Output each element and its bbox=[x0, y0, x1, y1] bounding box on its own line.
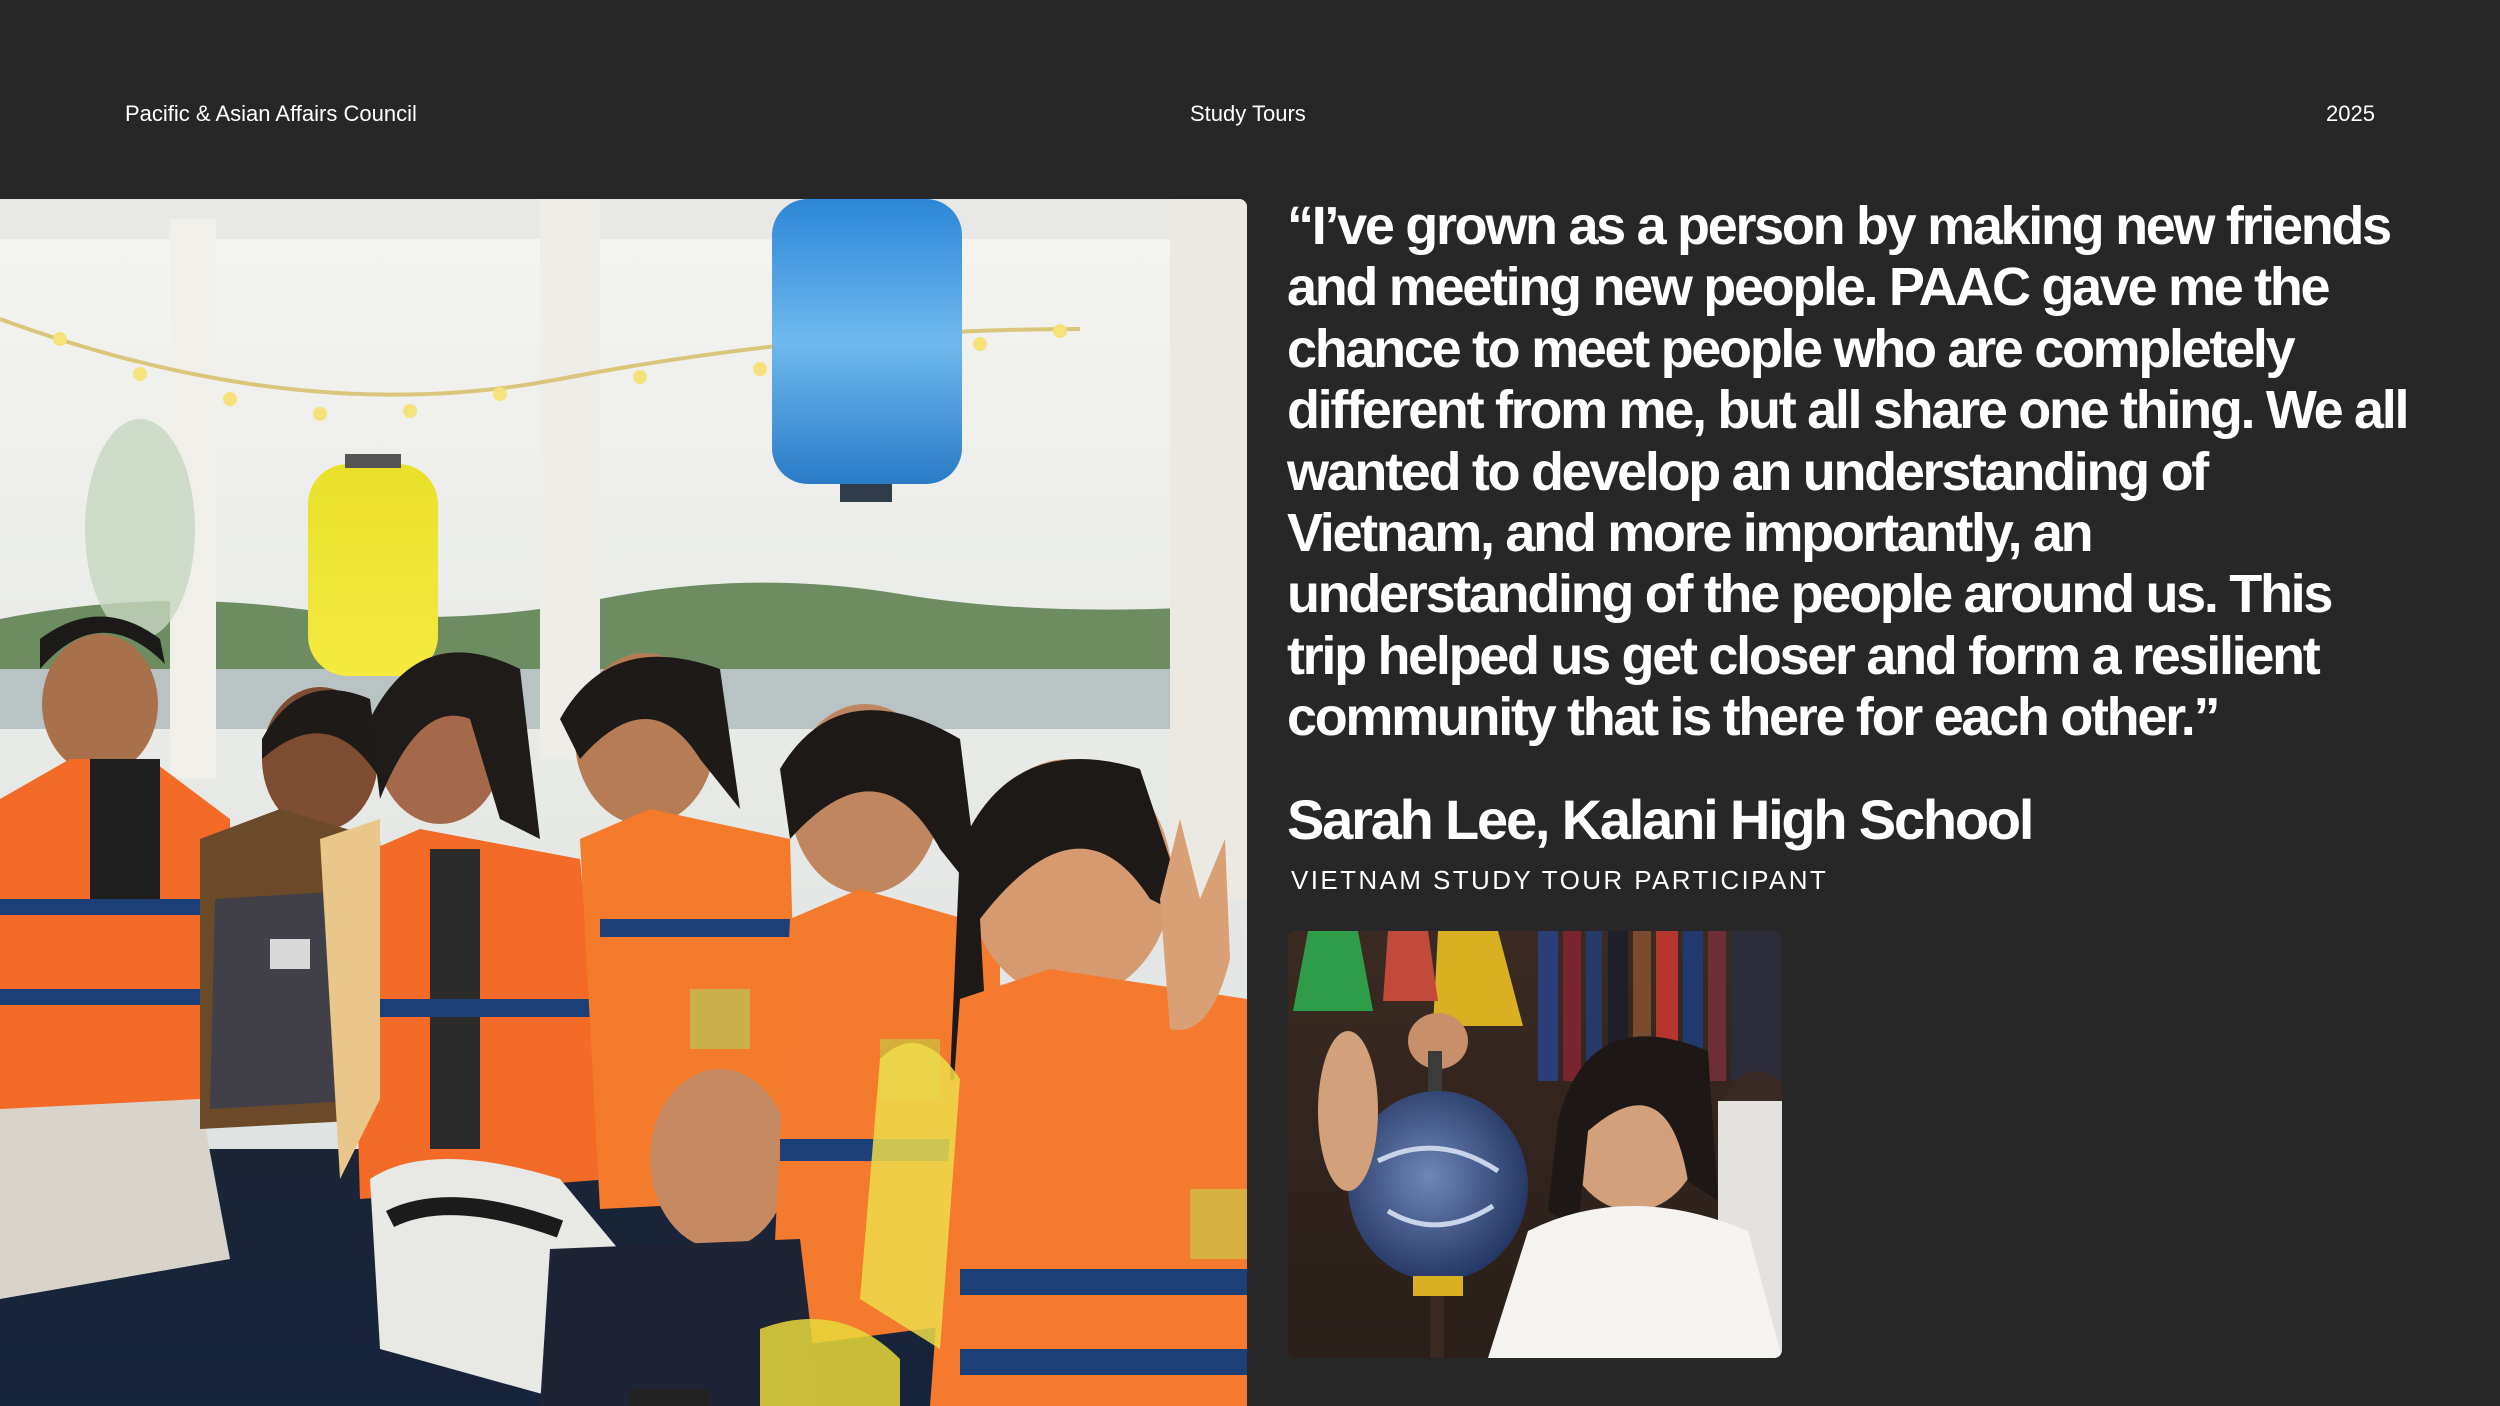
group-photo bbox=[0, 199, 1247, 1406]
author-role: VIETNAM STUDY TOUR PARTICIPANT bbox=[1291, 865, 1829, 895]
organization-name: Pacific & Asian Affairs Council bbox=[125, 101, 417, 126]
year-label: 2025 bbox=[2326, 101, 2375, 126]
section-title: Study Tours bbox=[1190, 101, 1306, 126]
portrait-photo bbox=[1288, 931, 1782, 1358]
author-name: Sarah Lee, Kalani High School bbox=[1287, 788, 2033, 851]
testimonial-quote: “I’ve grown as a person by making new friends and meeting new people. PAAC gave me the chance to meet people who are completely different from me, but all share one thing. We all wanted to develop an understanding of Vietnam, and more importantly, an understanding of the people around us. This trip helped us get closer and form a resilient community that is there for each other.” bbox=[1287, 196, 2408, 748]
